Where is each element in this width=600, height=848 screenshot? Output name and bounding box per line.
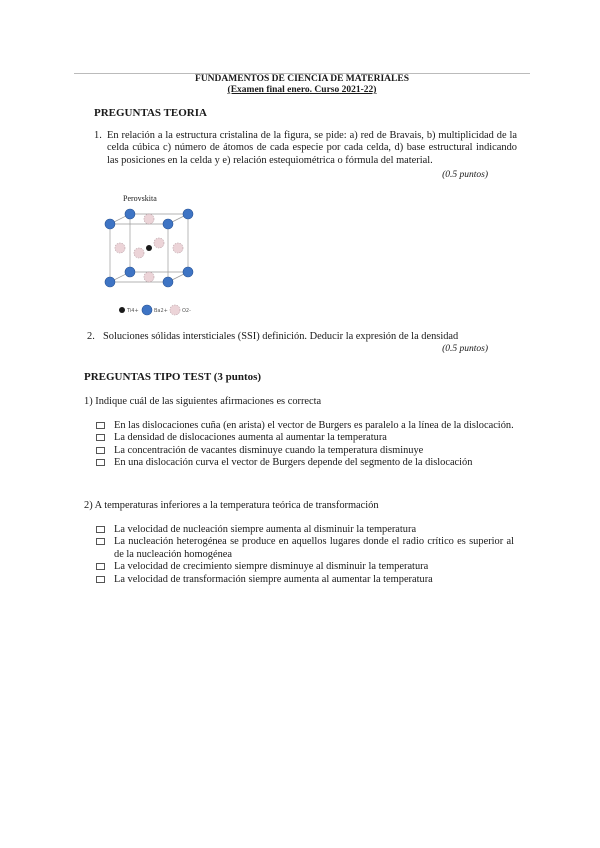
legend-ti-label: Ti4+ xyxy=(127,308,139,314)
option-checkbox[interactable] xyxy=(96,459,105,466)
theory-q1-text: En relación a la estructura cristalina de la figura, se pide: a) red de Bravais, b) multiplicidad de la celda cúbica c) número de átomos de cada especie por cada celda, d) base estructural indicando las posiciones en la celda y e) relación estequiométrica o fórmula del material. xyxy=(107,130,517,166)
legend-o-label: O2- xyxy=(182,308,191,314)
test-q2-text: 2) A temperaturas inferiores a la temperatura teórica de transformación xyxy=(84,500,379,511)
test-q2-option-a[interactable]: La velocidad de nucleación siempre aumenta al disminuir la temperatura xyxy=(96,524,514,536)
o-atom xyxy=(144,272,154,282)
test-q1-option-b[interactable]: La densidad de dislocaciones aumenta al aumentar la temperatura xyxy=(96,432,514,444)
test-q2-option-c[interactable]: La velocidad de crecimiento siempre disminuye al disminuir la temperatura xyxy=(96,561,514,573)
theory-q2-text: Soluciones sólidas intersticiales (SSI) definición. Deducir la expresión de la densidad xyxy=(103,331,459,342)
test-q1-text: 1) Indique cuál de las siguientes afirmaciones es correcta xyxy=(84,396,322,407)
ba-atom xyxy=(125,209,135,219)
option-checkbox[interactable] xyxy=(96,576,105,583)
legend-ba-label: Ba2+ xyxy=(154,308,168,314)
test-q1-option-d[interactable]: En una dislocación curva el vector de Burgers depende del segmento de la dislocación xyxy=(96,457,514,469)
option-checkbox[interactable] xyxy=(96,538,105,545)
legend-o-swatch xyxy=(170,305,180,315)
option-checkbox[interactable] xyxy=(96,434,105,441)
option-checkbox[interactable] xyxy=(96,447,105,454)
ba-atom xyxy=(105,219,115,229)
o-atom xyxy=(115,243,125,253)
test-q1-option-a[interactable]: En las dislocaciones cuña (en arista) el vector de Burgers es paralelo a la línea de la dislocación. xyxy=(96,420,514,432)
test-q2-option-b[interactable]: La nucleación heterogénea se produce en aquellos lugares donde el radio crítico es superior al de la nucleación homogénea xyxy=(96,536,514,561)
exam-subtitle: (Examen final enero. Curso 2021-22) xyxy=(227,85,377,95)
test-q1-option-c[interactable]: La concentración de vacantes disminuye cuando la temperatura disminuye xyxy=(96,445,514,457)
o-atom xyxy=(144,214,154,224)
theory-q2-number: 2. xyxy=(87,331,95,342)
option-checkbox[interactable] xyxy=(96,422,105,429)
test-heading: PREGUNTAS TIPO TEST (3 puntos) xyxy=(84,371,262,383)
ba-atom xyxy=(125,267,135,277)
test-q2-option-d[interactable]: La velocidad de transformación siempre aumenta al aumentar la temperatura xyxy=(96,574,514,586)
option-checkbox[interactable] xyxy=(96,563,105,570)
theory-q1-number: 1. xyxy=(94,130,102,141)
legend-ti-swatch xyxy=(119,307,125,313)
exam-title: FUNDAMENTOS DE CIENCIA DE MATERIALES xyxy=(195,74,409,84)
ba-atom xyxy=(163,219,173,229)
theory-q2-points: (0.5 puntos) xyxy=(442,344,488,354)
option-checkbox[interactable] xyxy=(96,526,105,533)
theory-heading: PREGUNTAS TEORIA xyxy=(94,107,207,119)
theory-q1-points: (0.5 puntos) xyxy=(442,170,488,180)
ti-atom xyxy=(146,245,152,251)
perovskite-figure xyxy=(96,188,236,322)
ba-atom xyxy=(105,277,115,287)
legend-ba-swatch xyxy=(142,305,152,315)
perovskite-unit-cell xyxy=(96,188,236,322)
test-q1-options xyxy=(96,420,514,470)
o-atom xyxy=(134,248,144,258)
o-atom xyxy=(154,238,164,248)
ba-atom xyxy=(183,267,193,277)
figure-label: Perovskita xyxy=(123,194,157,203)
o-atom xyxy=(173,243,183,253)
test-q2-options xyxy=(96,524,514,586)
ba-atom xyxy=(163,277,173,287)
ba-atom xyxy=(183,209,193,219)
